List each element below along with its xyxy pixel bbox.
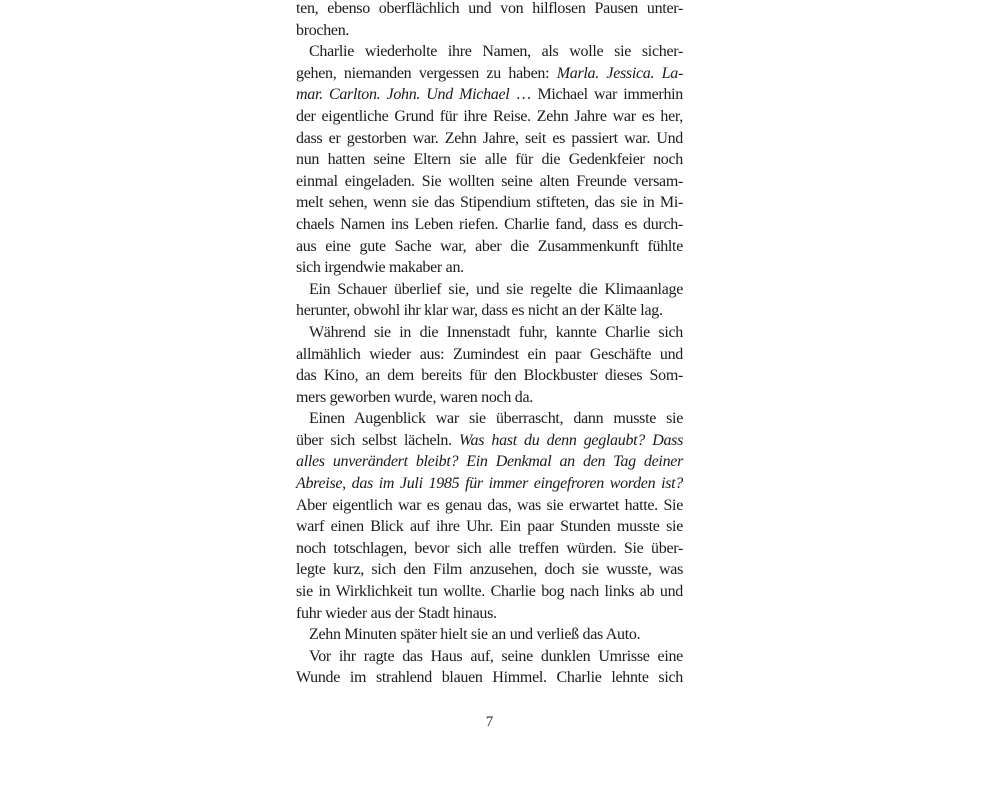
text-line [296,624,683,646]
text-line [296,451,683,473]
text-segment: über sich selbst lächeln. [296,431,459,449]
text-segment: mers geworben wurde, waren noch da. [296,388,533,406]
text-line [296,106,683,128]
text-segment: … Michael war immerhin [509,86,684,104]
text-segment: Während sie in die Innenstadt fuhr, kannte Charlie sich [309,323,683,341]
italic-text-segment: alles unverändert bleibt? Ein Denkmal an den Tag deiner [296,453,683,471]
text-segment: herunter, obwohl ihr klar war, dass es nicht an der Kälte lag. [296,302,663,320]
text-segment: dass er gestorben war. Zehn Jahre, seit es passiert war. Und [296,129,683,147]
text-segment: brochen. [296,21,350,39]
text-segment: sich irgendwie makaber an. [296,259,464,277]
text-segment: einmal eingeladen. Sie wollten seine alten Freunde versam- [296,172,683,190]
text-segment: Ein Schauer überlief sie, und sie regelte die Klimaanlage [309,280,683,298]
text-line [296,279,683,301]
text-line [296,63,683,85]
text-line [296,0,683,20]
text-segment: gehen, niemanden vergessen zu haben: [296,64,557,82]
italic-text-segment: mar. Carlton. John. Und Michael [296,86,510,104]
text-segment: Aber eigentlich war es genau das, was sie erwartet hatte. Sie [296,496,683,514]
text-line [296,538,683,560]
text-line [296,516,683,538]
page-number: 7 [485,714,494,730]
text-segment: warf einen Blick auf ihre Uhr. Ein paar Stunden musste sie [296,518,683,536]
text-segment: der eigentliche Grund für ihre Reise. Zehn Jahre war es her, [296,107,683,125]
text-segment: chaels Namen ins Leben riefen. Charlie fand, dass es durch- [296,215,683,233]
text-line [296,20,683,42]
text-line [296,430,683,452]
text-segment: Zehn Minuten später hielt sie an und verließ das Auto. [309,626,641,644]
italic-text-segment: Marla. Jessica. La- [556,64,683,82]
text-line [296,300,683,322]
text-line [296,365,683,387]
text-segment: legte kurz, sich den Film anzusehen, doch sie wusste, was [296,561,683,579]
text-segment: Einen Augenblick war sie überrascht, dann musste sie [309,410,683,428]
text-line [296,41,683,63]
italic-text-segment: Abreise, das im Juli 1985 für immer eingefroren worden ist? [296,475,683,493]
text-line [296,322,683,344]
text-line [296,192,683,214]
text-line [296,128,683,150]
text-segment: fuhr wieder aus der Stadt hinaus. [296,604,497,622]
text-segment: das Kino, an dem bereits für den Blockbuster dieses Som- [296,367,683,385]
text-segment: ten, ebenso oberflächlich und von hilflosen Pausen unter- [296,0,683,17]
text-segment: nun hatten seine Eltern sie alle für die Gedenkfeier noch [296,151,683,169]
text-segment: Wunde im strahlend blauen Himmel. Charlie lehnte sich [296,669,683,687]
text-line [296,559,683,581]
text-line [296,236,683,258]
text-line [296,495,683,517]
text-line [296,257,683,279]
text-line [296,667,683,689]
text-segment: Charlie wiederholte ihre Namen, als wolle sie sicher- [309,43,683,61]
text-line [296,408,683,430]
italic-text-segment: Was hast du denn geglaubt? Dass [459,431,683,449]
text-line [296,84,683,106]
text-line [296,214,683,236]
text-line [296,387,683,409]
text-line [296,344,683,366]
text-segment: melt sehen, wenn sie das Stipendium stifteten, das sie in Mi- [296,194,683,212]
text-line [296,171,683,193]
text-line [296,581,683,603]
text-segment: allmählich wieder aus: Zumindest ein paar Geschäfte und [296,345,683,363]
text-line [296,603,683,625]
body-text [296,0,683,689]
text-segment: aus eine gute Sache war, aber die Zusammenkunft fühlte [296,237,683,255]
text-line [296,646,683,668]
text-segment: noch totschlagen, bevor sich alle treffen würden. Sie über- [296,539,683,557]
text-line [296,149,683,171]
text-line [296,473,683,495]
text-segment: sie in Wirklichkeit tun wollte. Charlie bog nach links ab und [296,583,683,601]
text-segment: Vor ihr ragte das Haus auf, seine dunklen Umrisse eine [309,647,683,665]
